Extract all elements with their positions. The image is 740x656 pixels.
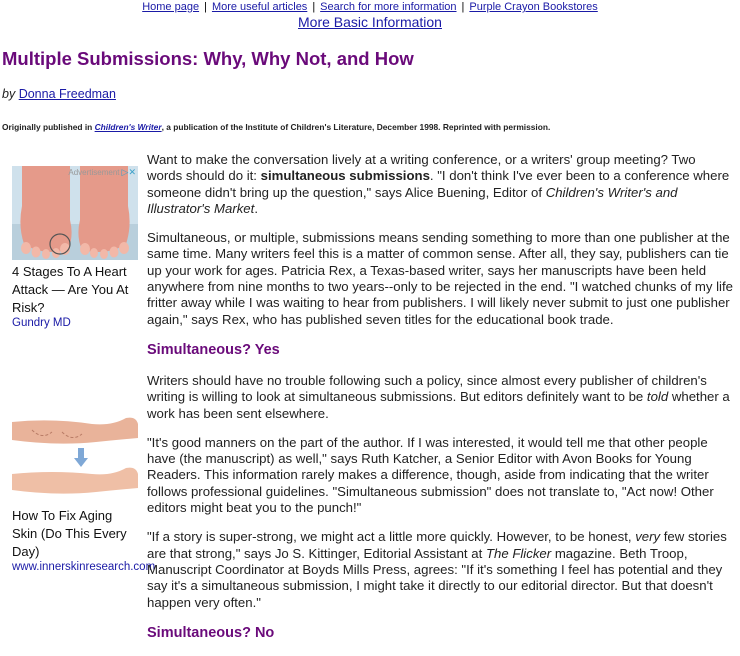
paragraph: Simultaneous, or multiple, submissions means sending something to more than one publisher at the same time. Many writers feel this is a matter of common sense. After all, they say, publishers can tie up your work for ages. Patricia Rex, a Texas-based writer, says her manuscripts have been held anywhere from nine months to two years--only to be rejected in the end. "I watched chunks of my life fritter away while I was waiting to hear from publishers. I will likely never submit to just one publisher again," says Rex, who has published seven titles for the educational book trade. [147, 230, 733, 327]
nav-link-search[interactable]: Search for more information [320, 1, 457, 13]
ad-caption[interactable]: 4 Stages To A Heart Attack — Are You At Risk? [12, 264, 129, 315]
nav-separator: | [204, 1, 207, 13]
publication-note [2, 122, 550, 132]
byline [2, 87, 116, 101]
text-run: "If a story is super-strong, we might act a little more quickly. However, to be honest, [147, 529, 636, 545]
paragraph: "It's good manners on the part of the author. If I was interested, it would tell me that other people have (the manuscript) as well," says Ruth Katcher, a Senior Editor with Avon Books for Young Readers. This information rarely makes a difference, though, aside from indicating that the writer follows professional guidelines. "Simultaneous submission" does not translate to, "Act now! Other editors might beat you to the punch!" [147, 434, 714, 516]
skin-arm-image[interactable] [12, 410, 138, 504]
swollen-feet-image[interactable] [12, 166, 138, 260]
nav-link-home[interactable]: Home page [142, 1, 200, 13]
basic-info-row [0, 13, 740, 31]
section-heading: Simultaneous? No [147, 624, 275, 641]
author-link[interactable]: Donna Freedman [18, 87, 116, 101]
text-run-italic: The Flicker [485, 545, 552, 561]
ad-choices-icon[interactable]: ▷✕ [121, 167, 136, 177]
ad-source[interactable]: Gundry MD [12, 317, 71, 329]
pub-prefix: Originally published in [2, 122, 93, 132]
pub-link[interactable]: Children's Writer [94, 122, 162, 132]
text-run-italic: Children's Writer's and Illustrator's Market [147, 184, 678, 216]
text-run: Writers should have no trouble following such a policy, since almost every publisher of children's writing is willing to look at simultaneous submissions. But editors definitely want to be [147, 372, 707, 405]
paragraph [147, 152, 734, 217]
text-run-italic: told [646, 389, 669, 405]
paragraph [147, 529, 734, 610]
top-nav [0, 0, 740, 14]
page-title: Multiple Submissions: Why, Why Not, and How [2, 48, 414, 69]
ad-caption[interactable]: How To Fix Aging Skin (Do This Every Day) [12, 508, 127, 559]
nav-link-more-articles[interactable]: More useful articles [211, 1, 308, 13]
text-run: . [254, 200, 258, 216]
ad-badge[interactable] [68, 167, 136, 178]
nav-link-bookstores[interactable]: Purple Crayon Bookstores [469, 1, 598, 13]
article-body [147, 152, 734, 656]
section-heading: Simultaneous? Yes [147, 341, 280, 358]
pub-suffix: , a publication of the Institute of Children's Literature, December 1998. Reprinted with permission. [161, 122, 551, 132]
paragraph [147, 373, 734, 422]
ad-card[interactable] [12, 410, 156, 573]
text-run: whether a work has been sent elsewhere. [147, 389, 730, 421]
ad-card[interactable] [12, 166, 140, 329]
feet-photo-icon [12, 166, 138, 260]
text-run: Want to make the conversation lively at a writing conference, or a writers' group meeting? Two words should do it: [147, 152, 696, 184]
nav-separator: | [461, 1, 465, 13]
nav-link-basic-info[interactable]: More Basic Information [298, 14, 442, 30]
text-run: few stories are that strong," says Jo S. Kittinger, Editorial Assistant at [147, 529, 727, 561]
nav-separator: | [312, 1, 316, 13]
text-run-italic: very [635, 529, 661, 545]
ad-source[interactable]: www.innerskinresearch.com [12, 561, 156, 573]
text-run: . "I don't think I've ever been to a conference where someone didn't bring up the question," says Alice Buening, Editor of [147, 168, 730, 200]
text-run-bold: simultaneous submissions [260, 168, 430, 184]
ad-badge-label: Advertisement [68, 168, 120, 177]
text-run: magazine. Beth Troop, Manuscript Coordinator at Boyds Mills Press, agrees: "If it's something I feel has potential and they say it's a simultaneous submission, I might take it directly to our editorial director. But that doesn't happen very often." [147, 545, 723, 610]
arm-photo-icon [12, 410, 138, 504]
byline-prefix: by [2, 87, 16, 101]
